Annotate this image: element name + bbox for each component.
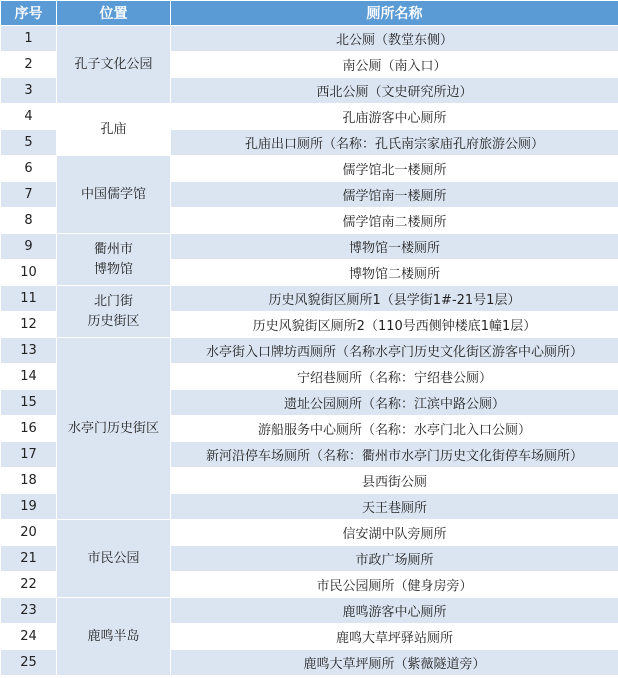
toilet-name: 儒学馆南二楼厕所	[171, 208, 618, 234]
table-row	[1, 156, 618, 182]
toilet-name: 西北公厕（文史研究所边）	[171, 78, 618, 104]
table-row	[1, 26, 618, 52]
toilet-name: 县西街公厕	[171, 468, 618, 494]
table-row	[1, 520, 618, 546]
location-cell	[57, 520, 171, 598]
location-label: 衢州市	[93, 241, 133, 257]
table-header-row	[1, 1, 618, 26]
location-cell	[57, 26, 171, 104]
row-index: 25	[1, 650, 57, 676]
row-index: 14	[1, 364, 57, 390]
toilet-name: 宁绍巷厕所（名称：宁绍巷公厕）	[171, 364, 618, 390]
row-index: 21	[1, 546, 57, 572]
row-index: 17	[1, 442, 57, 468]
toilet-name: 儒学馆南一楼厕所	[171, 182, 618, 208]
row-index: 18	[1, 468, 57, 494]
table-row	[1, 104, 618, 130]
location-label: 市民公园	[87, 550, 140, 566]
toilet-name: 天王巷厕所	[171, 494, 618, 520]
table-row	[1, 598, 618, 624]
location-cell	[57, 234, 171, 286]
row-index: 10	[1, 260, 57, 286]
row-index: 15	[1, 390, 57, 416]
row-index: 24	[1, 624, 57, 650]
location-cell	[57, 104, 171, 156]
location-label: 水亭门历史街区	[67, 420, 159, 436]
row-index: 5	[1, 130, 57, 156]
toilet-name: 鹿鸣大草坪驿站厕所	[171, 624, 618, 650]
header-index: 序号	[1, 1, 57, 26]
row-index: 22	[1, 572, 57, 598]
toilet-name: 北公厕（教堂东侧）	[171, 26, 618, 52]
location-cell	[57, 286, 171, 338]
location-label: 博物馆	[93, 261, 133, 277]
header-location: 位置	[57, 1, 171, 26]
toilet-name: 孔庙出口厕所（名称：孔氏南宗家庙孔府旅游公厕）	[171, 130, 618, 156]
row-index: 9	[1, 234, 57, 260]
row-index: 6	[1, 156, 57, 182]
location-label: 中国儒学馆	[80, 186, 146, 202]
toilet-name: 遗址公园厕所（名称：江滨中路公厕）	[171, 390, 618, 416]
row-index: 2	[1, 52, 57, 78]
row-index: 13	[1, 338, 57, 364]
location-label: 孔庙	[100, 121, 127, 137]
toilet-name: 历史风貌街区厕所2（110号西侧钟楼底1幢1层）	[171, 312, 618, 338]
location-label: 孔子文化公园	[74, 56, 153, 72]
row-index: 7	[1, 182, 57, 208]
row-index: 8	[1, 208, 57, 234]
toilet-name: 鹿鸣游客中心厕所	[171, 598, 618, 624]
location-label: 历史街区	[87, 313, 140, 329]
row-index: 19	[1, 494, 57, 520]
table-row	[1, 286, 618, 312]
row-index: 23	[1, 598, 57, 624]
toilet-name: 游船服务中心厕所（名称：水亭门北入口公厕）	[171, 416, 618, 442]
row-index: 16	[1, 416, 57, 442]
toilet-name: 南公厕（南入口）	[171, 52, 618, 78]
location-label: 鹿鸣半岛	[87, 628, 140, 644]
toilet-name: 新河沿停车场厕所（名称：衢州市水亭门历史文化街停车场厕所）	[171, 442, 618, 468]
toilet-name: 鹿鸣大草坪厕所（紫薇隧道旁）	[171, 650, 618, 676]
toilet-name: 博物馆一楼厕所	[171, 234, 618, 260]
toilet-name: 市民公园厕所（健身房旁）	[171, 572, 618, 598]
location-cell	[57, 338, 171, 520]
row-index: 4	[1, 104, 57, 130]
row-index: 11	[1, 286, 57, 312]
row-index: 20	[1, 520, 57, 546]
table-row	[1, 338, 618, 364]
toilet-name: 孔庙游客中心厕所	[171, 104, 618, 130]
table-body	[1, 26, 618, 676]
toilet-name: 市政广场厕所	[171, 546, 618, 572]
toilet-name: 儒学馆北一楼厕所	[171, 156, 618, 182]
table-row	[1, 234, 618, 260]
toilet-name: 历史风貌街区厕所1（县学街1#-21号1层）	[171, 286, 618, 312]
location-cell	[57, 598, 171, 676]
toilet-name: 博物馆二楼厕所	[171, 260, 618, 286]
row-index: 1	[1, 26, 57, 52]
toilet-name: 水亭街入口牌坊西厕所（名称水亭门历史文化街区游客中心厕所）	[171, 338, 618, 364]
row-index: 3	[1, 78, 57, 104]
toilet-name: 信安湖中队旁厕所	[171, 520, 618, 546]
row-index: 12	[1, 312, 57, 338]
location-label: 北门街	[93, 293, 133, 309]
header-toilet-name: 厕所名称	[171, 1, 618, 26]
location-cell	[57, 156, 171, 234]
